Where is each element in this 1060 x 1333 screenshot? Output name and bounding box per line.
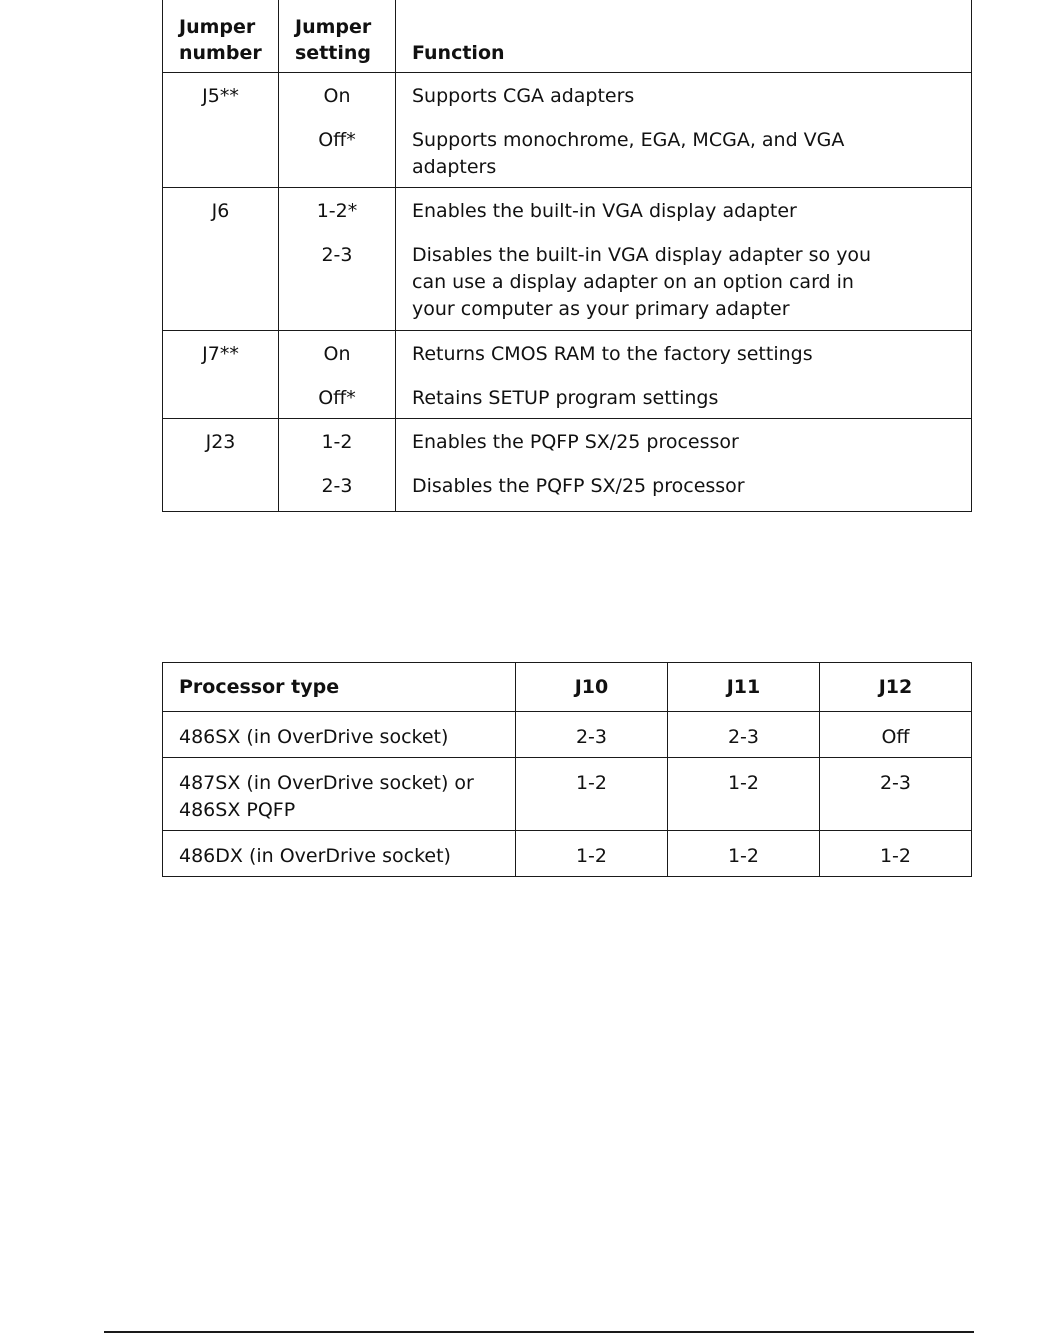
- table-row: [163, 831, 972, 877]
- jumper-function-line: can use a display adapter on an option card in: [412, 271, 854, 293]
- jumper-function-line: Retains SETUP program settings: [412, 387, 719, 409]
- jumper-function-line: Disables the built-in VGA display adapter so you: [412, 244, 872, 266]
- table-row: [163, 331, 972, 419]
- processor-type-line: 487SX (in OverDrive socket) or: [179, 772, 474, 794]
- header-jumper-setting-line-1: Jumper: [295, 16, 372, 38]
- header-jumper-number-line-1: Jumper: [179, 16, 256, 38]
- jumper-number: J6: [211, 200, 230, 222]
- processor-type-line: 486SX (in OverDrive socket): [179, 726, 449, 748]
- jumper-setting-cell: [279, 188, 396, 331]
- jumper-function-line: Supports CGA adapters: [412, 85, 635, 107]
- jumper-function-cell: [396, 419, 972, 512]
- jumper-setting: On: [323, 343, 351, 365]
- processor-table-header-row: [163, 663, 972, 712]
- header-processor-type: Processor type: [163, 663, 516, 712]
- j10-value: 1-2: [516, 758, 668, 831]
- j12-value: 1-2: [820, 831, 972, 877]
- header-j10: J10: [516, 663, 668, 712]
- jumper-function-line: Enables the built-in VGA display adapter: [412, 200, 797, 222]
- table-row: [163, 188, 972, 331]
- jumper-number-cell: [163, 419, 279, 512]
- jumper-settings-table: [162, 0, 972, 512]
- processor-type-cell: [163, 712, 516, 758]
- jumper-number: J23: [205, 431, 236, 453]
- processor-type-line: 486SX PQFP: [179, 799, 296, 821]
- j12-value: Off: [820, 712, 972, 758]
- processor-type-line: 486DX (in OverDrive socket): [179, 845, 451, 867]
- jumper-function-cell: [396, 331, 972, 419]
- jumper-function-cell: [396, 73, 972, 188]
- jumper-setting: 1-2: [321, 431, 353, 453]
- jumper-number-cell: [163, 73, 279, 188]
- header-j11: J11: [668, 663, 820, 712]
- jumper-setting: 2-3: [321, 475, 353, 497]
- jumper-setting: 2-3: [321, 244, 353, 266]
- jumper-table-header-row: [163, 0, 972, 73]
- table-row: [163, 73, 972, 188]
- j11-value: 1-2: [668, 831, 820, 877]
- jumper-number-cell: [163, 188, 279, 331]
- header-function: Function: [396, 0, 972, 73]
- jumper-setting-cell: [279, 331, 396, 419]
- jumper-function-cell: [396, 188, 972, 331]
- header-j12: J12: [820, 663, 972, 712]
- jumper-setting: 1-2*: [316, 200, 358, 222]
- table-row: [163, 758, 972, 831]
- jumper-setting: Off*: [318, 387, 356, 409]
- header-jumper-number-line-2: number: [179, 42, 262, 64]
- j12-value: 2-3: [820, 758, 972, 831]
- j11-value: 1-2: [668, 758, 820, 831]
- jumper-number-cell: [163, 331, 279, 419]
- jumper-function-line: your computer as your primary adapter: [412, 298, 790, 320]
- table-row: [163, 419, 972, 512]
- j10-value: 1-2: [516, 831, 668, 877]
- processor-jumper-table: [162, 662, 972, 877]
- jumper-setting: On: [323, 85, 351, 107]
- j11-value: 2-3: [668, 712, 820, 758]
- table-row: [163, 712, 972, 758]
- jumper-setting-cell: [279, 419, 396, 512]
- jumper-number: J5**: [202, 85, 239, 107]
- jumper-function-line: Supports monochrome, EGA, MCGA, and VGA: [412, 129, 845, 151]
- header-jumper-setting-line-2: setting: [295, 42, 371, 64]
- j10-value: 2-3: [516, 712, 668, 758]
- header-jumper-number: [163, 0, 279, 73]
- jumper-function-line: Returns CMOS RAM to the factory settings: [412, 343, 813, 365]
- processor-type-cell: [163, 831, 516, 877]
- jumper-setting-cell: [279, 73, 396, 188]
- jumper-function-line: Disables the PQFP SX/25 processor: [412, 475, 745, 497]
- jumper-setting: Off*: [318, 129, 356, 151]
- jumper-number: J7**: [202, 343, 239, 365]
- header-jumper-setting: [279, 0, 396, 73]
- processor-type-cell: [163, 758, 516, 831]
- jumper-function-line: adapters: [412, 156, 497, 178]
- jumper-function-line: Enables the PQFP SX/25 processor: [412, 431, 739, 453]
